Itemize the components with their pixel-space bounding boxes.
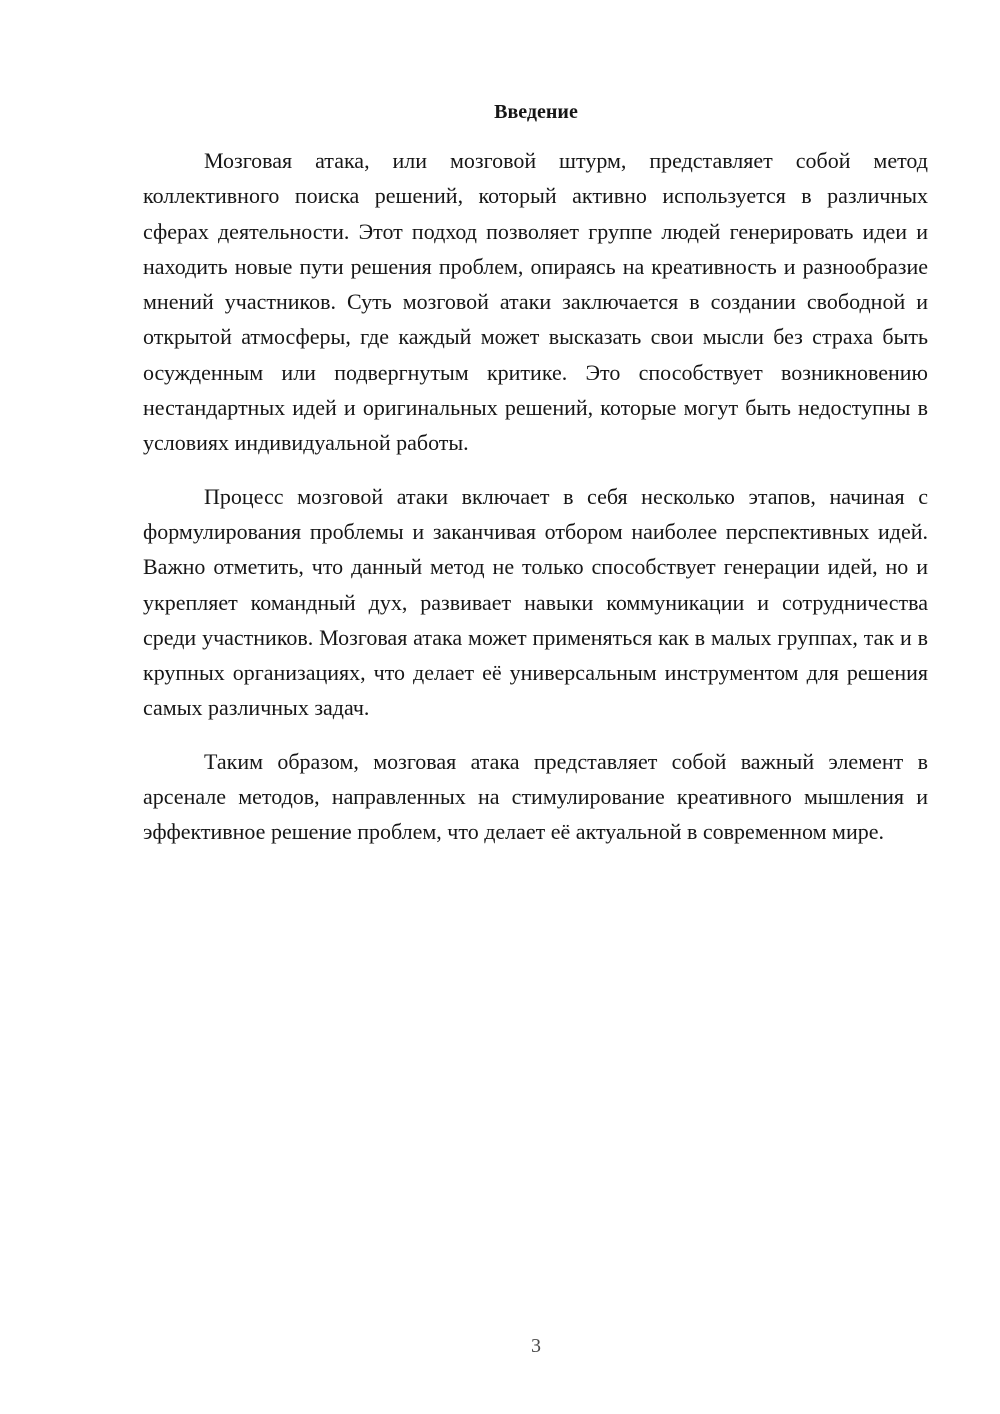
paragraph-1: Мозговая атака, или мозговой штурм, представляет собой метод коллективного поиска решений, который активно используется в различных сферах деятельности. Этот подход позволяет группе людей генерировать идеи и находить новые пути решения проблем, опираясь на креативность и разнообразие мнений участников. Суть мозговой атаки заключается в создании свободной и открытой атмосферы, где каждый может высказать свои мысли без страха быть осужденным или подвергнутым критике. Это способствует возникновению нестандартных идей и оригинальных решений, которые могут быть недоступны в условиях индивидуальной работы. (143, 148, 928, 456)
paragraph-2: Процесс мозговой атаки включает в себя несколько этапов, начиная с формулирования проблемы и заканчивая отбором наиболее перспективных идей. Важно отметить, что данный метод не только способствует генерации идей, но и укрепляет командный дух, развивает навыки коммуникации и сотрудничества среди участников. Мозговая атака может применяться как в малых группах, так и в крупных организациях, что делает её универсальным инструментом для решения самых различных задач. (143, 483, 928, 721)
page-number: 3 (531, 1335, 541, 1357)
body-text (143, 143, 928, 868)
paragraph-3: Таким образом, мозговая атака представляет собой важный элемент в арсенале методов, направленных на стимулирование креативного мышления и эффективное решение проблем, что делает её актуальной в современном мире. (143, 748, 928, 845)
section-heading: Введение (494, 101, 578, 123)
